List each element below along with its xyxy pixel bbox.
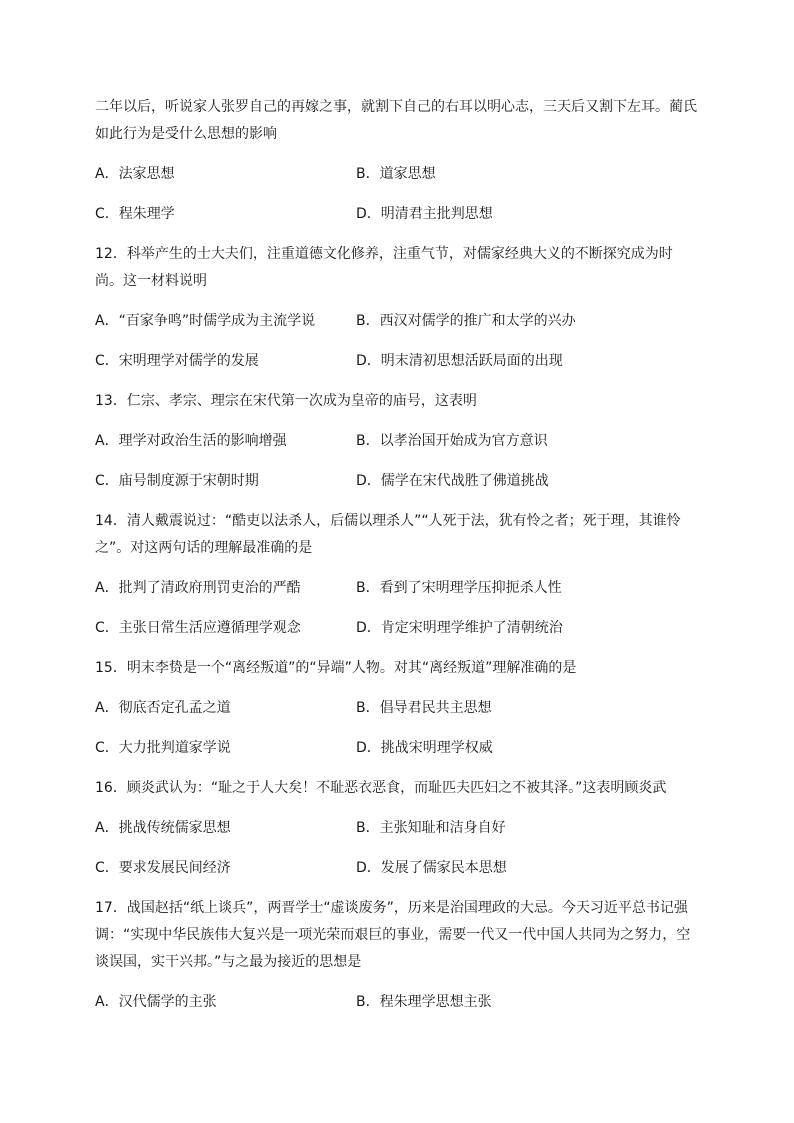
option-d: D．明末清初思想活跃局面的出现 <box>356 353 563 369</box>
options-row <box>95 615 699 642</box>
question-stem: 17．战国赵括“纸上谈兵”，两晋学士“虚谈废务”，历来是治国理政的大忌。今天习近平总书记强调：“实现中华民族伟大复兴是一项光荣而艰巨的事业，需要一代又一代中国人共同为之努力，空谈误国，实干兴邦。”与之最为接近的思想是 <box>95 900 691 970</box>
option-b: B．程朱理学思想主张 <box>356 994 492 1010</box>
option-d: D．儒学在宋代战胜了佛道挑战 <box>356 473 549 489</box>
option-d: D．发展了儒家民本思想 <box>356 860 507 876</box>
options-row <box>95 855 699 882</box>
options-row <box>95 201 699 228</box>
options-row <box>95 735 699 762</box>
option-b: B．倡导君民共主思想 <box>356 700 492 716</box>
option-b: B．看到了宋明理学压抑扼杀人性 <box>356 580 562 596</box>
options-row <box>95 308 699 335</box>
option-a: A．挑战传统儒家思想 <box>95 820 231 836</box>
option-a: A．法家思想 <box>95 166 175 182</box>
options-row <box>95 468 699 495</box>
question-stem: 16．顾炎武认为：“耻之于人大矣！不耻恶衣恶食，而耻匹夫匹妇之不被其泽。”这表明顾炎武 <box>95 780 667 796</box>
option-c: C．主张日常生活应遵循理学观念 <box>95 620 301 636</box>
question-11-stem: 二年以后，听说家人张罗自己的再嫁之事，就割下自己的右耳以明心志，三天后又割下左耳。蔺氏如此行为是受什么思想的影响 <box>95 99 697 142</box>
option-c: C．程朱理学 <box>95 206 175 222</box>
question-stem: 14．清人戴震说过：“酷吏以法杀人，后儒以理杀人”“人死于法，犹有怜之者；死于理，其谁怜之”。对这两句话的理解最准确的是 <box>95 513 681 556</box>
question-15 <box>95 655 699 762</box>
options-row <box>95 989 699 1016</box>
option-d: D．挑战宋明理学权威 <box>356 740 493 756</box>
option-d: D．明清君主批判思想 <box>356 206 493 222</box>
option-b: B．主张知耻和洁身自好 <box>356 820 506 836</box>
option-a: A．批判了清政府刑罚吏治的严酷 <box>95 580 301 596</box>
options-row <box>95 815 699 842</box>
option-b: B．以孝治国开始成为官方意识 <box>356 433 548 449</box>
option-d: D．肯定宋明理学维护了清朝统治 <box>356 620 563 636</box>
question-13 <box>95 388 699 495</box>
options-row <box>95 348 699 375</box>
question-16 <box>95 775 699 882</box>
option-c: C．大力批判道家学说 <box>95 740 231 756</box>
option-c: C．庙号制度源于宋朝时期 <box>95 473 259 489</box>
question-11-continued <box>95 94 699 228</box>
option-a: A．理学对政治生活的影响增强 <box>95 433 287 449</box>
option-b: B．西汉对儒学的推广和太学的兴办 <box>356 313 576 329</box>
option-b: B．道家思想 <box>356 166 436 182</box>
options-row <box>95 575 699 602</box>
options-row <box>95 428 699 455</box>
question-stem: 15．明末李贽是一个“离经叛道”的“异端”人物。对其“离经叛道”理解准确的是 <box>95 660 577 676</box>
option-c: C．要求发展民间经济 <box>95 860 231 876</box>
options-row <box>95 161 699 188</box>
question-17 <box>95 895 699 1016</box>
option-a: A．汉代儒学的主张 <box>95 994 217 1010</box>
option-c: C．宋明理学对儒学的发展 <box>95 353 259 369</box>
question-12 <box>95 241 699 375</box>
question-stem: 13．仁宗、孝宗、理宗在宋代第一次成为皇帝的庙号，这表明 <box>95 393 477 409</box>
option-a: A．彻底否定孔孟之道 <box>95 700 231 716</box>
options-row <box>95 695 699 722</box>
question-14 <box>95 508 699 642</box>
question-stem: 12．科举产生的士大夫们，注重道德文化修养，注重气节，对儒家经典大义的不断探究成为时尚。这一材料说明 <box>95 246 673 289</box>
option-a: A．“百家争鸣”时儒学成为主流学说 <box>95 313 316 329</box>
